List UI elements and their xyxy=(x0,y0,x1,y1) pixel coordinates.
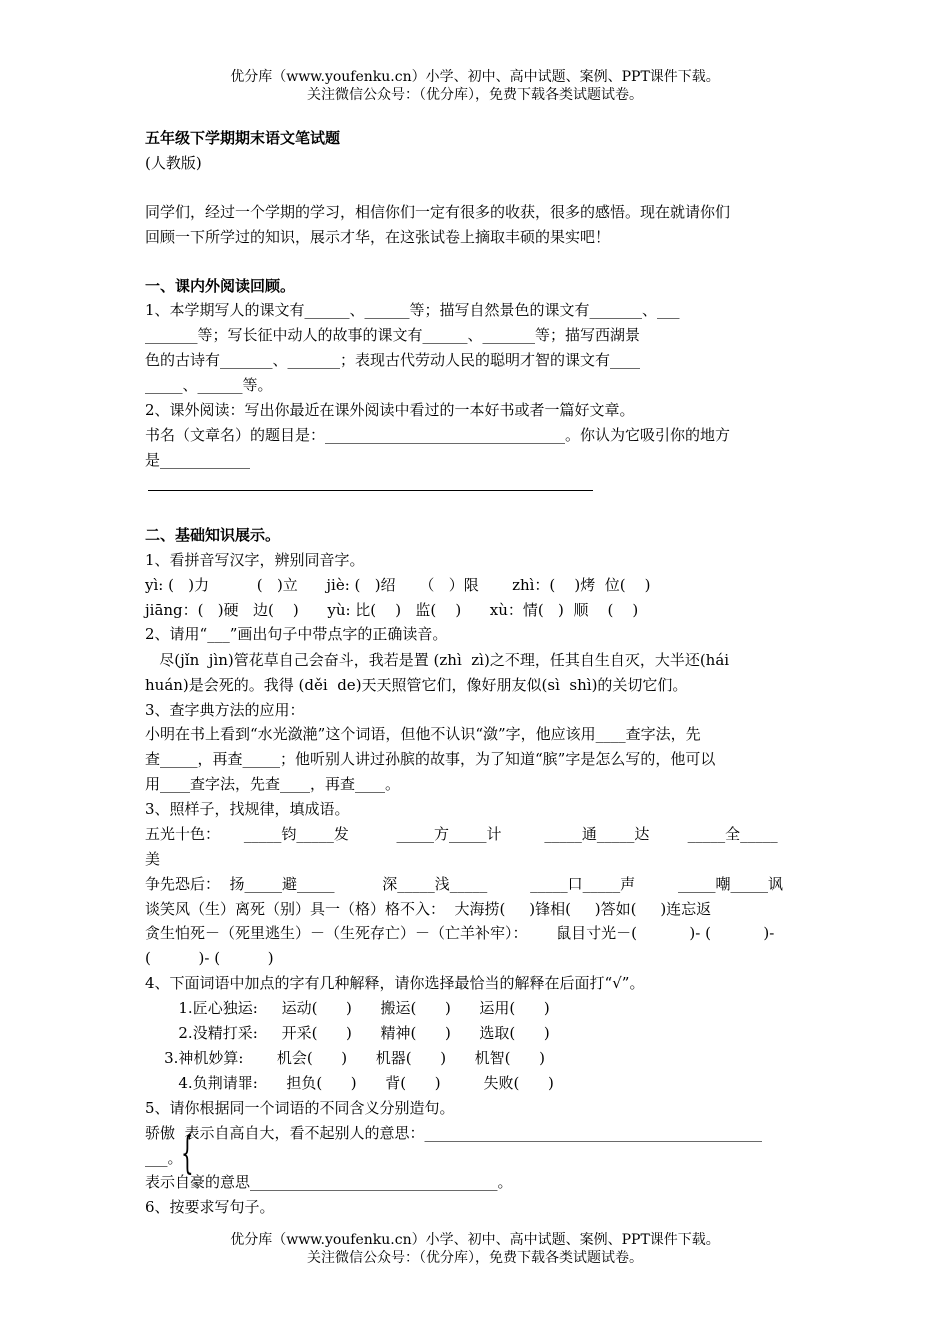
section2-line: 1、看拼音写汉字，辨别同音字。 xyxy=(145,551,365,569)
section1-line: 书名（文章名）的题目是：________________________________。你认为它吸引你的地方 xyxy=(145,426,731,444)
section2-line: 2.没精打采: 开采( ) 精神( ) 选取( ) xyxy=(145,1024,550,1042)
section2-line: 2、请用“___”画出句子中带点字的正确读音。 xyxy=(145,625,448,643)
section2-line: jiāng：( )硬 边( ) yù: 比( ) 监( ) xù：情( ) 顺 ( ) xyxy=(145,601,639,619)
section2-line: 尽(jǐn jìn)管花草自己会奋斗，我若是置 (zhì zì)之不理，任其自生自灭，大半还(hái xyxy=(145,651,730,669)
page-header-line-2: 关注微信公众号：（优分库），免费下载各类试题试卷。 xyxy=(307,87,643,103)
page-footer-line-2: 关注微信公众号：（优分库），免费下载各类试题试卷。 xyxy=(307,1250,643,1266)
section2-line: 五光十色： _____钧_____发 _____方_____计 _____通_____达 _____全_____ xyxy=(145,825,778,843)
brace-symbol: { xyxy=(181,1128,194,1179)
section1-heading: 一、课内外阅读回顾。 xyxy=(145,277,296,295)
section2-line: ___。 xyxy=(145,1149,183,1167)
section2-line: ( )- ( ) xyxy=(145,949,274,967)
page-footer-line-1: 优分库（www.youfenku.cn）小学、初中、高中试题、案例、PPT课件下载。 xyxy=(230,1232,720,1248)
intro-line: 回顾一下所学过的知识，展示才华，在这张试卷上摘取丰硕的果实吧！ xyxy=(145,228,611,246)
section2-line: 骄傲 表示自高自大，看不起别人的意思：_____________________________________________ xyxy=(145,1124,763,1142)
section2-line: 4.负荆请罪: 担负( ) 背( ) 失败( ) xyxy=(145,1074,554,1092)
section2-line: 贪生怕死－（死里逃生）－（生死存亡）－（亡羊补牢）： 鼠目寸光－( )- ( )- xyxy=(145,924,775,942)
section2-line: huán)是会死的。我得 (děi de)天天照管它们，像好朋友似(sì shì)的关切它们。 xyxy=(145,676,688,694)
intro-line: 同学们，经过一个学期的学习，相信你们一定有很多的收获，很多的感悟。现在就请你们 xyxy=(145,203,731,221)
section2-line: 美 xyxy=(145,850,161,868)
section2-line: 3、查字典方法的应用： xyxy=(145,701,305,719)
exam-title: 五年级下学期期末语文笔试题 xyxy=(145,129,341,147)
section2-line: 4、下面词语中加点的字有几种解释，请你选择最恰当的解释在后面打“√”。 xyxy=(145,974,645,992)
section1-line: 2、课外阅读：写出你最近在课外阅读中看过的一本好书或者一篇好文章。 xyxy=(145,401,635,419)
section2-line: 谈笑风（生）离死（别）具一（格）格不入： 大海捞( )锋相( )答如( )连忘返 xyxy=(145,900,712,918)
section2-line: 3、照样子，找规律，填成语。 xyxy=(145,800,350,818)
section2-line: 表示自豪的意思_________________________________。 xyxy=(145,1173,513,1191)
section2-line: 用____查字法，先查____，再查____。 xyxy=(145,775,401,793)
section2-line: yì: ( )力 ( )立 jiè: ( )绍 （ ）限 zhì：( )烤 位( ) xyxy=(145,576,651,594)
section2-line: 5、请你根据同一个词语的不同含义分别造句。 xyxy=(145,1099,455,1117)
section2-line: 6、按要求写句子。 xyxy=(145,1198,275,1216)
page-header-line-1: 优分库（www.youfenku.cn）小学、初中、高中试题、案例、PPT课件下载。 xyxy=(230,69,720,85)
exam-subtitle: (人教版) xyxy=(145,154,202,172)
section1-line: 色的古诗有_______、_______；表现古代劳动人民的聪明才智的课文有____ xyxy=(145,351,641,369)
section2-line: 查_____，再查_____；他听别人讲过孙膑的故事，为了知道“膑”字是怎么写的，他可以 xyxy=(145,750,716,768)
section1-line: _____、______等。 xyxy=(145,376,273,394)
section2-line: 争先恐后： 扬_____避_____ 深_____浅_____ _____口_____声 _____嘲_____讽 xyxy=(145,875,784,893)
section1-line: _______等；写长征中动人的故事的课文有______、_______等；描写西湖景 xyxy=(145,326,641,344)
answer-line[interactable] xyxy=(148,490,593,491)
section2-line: 小明在书上看到“水光潋滟”这个词语，但他不认识“潋”字，他应该用____查字法，先 xyxy=(145,725,701,743)
section2-heading: 二、基础知识展示。 xyxy=(145,526,281,544)
section1-line: 1、本学期写人的课文有______、______等；描写自然景色的课文有_______、___ xyxy=(145,301,680,319)
section2-line: 1.匠心独运: 运动( ) 搬运( ) 运用( ) xyxy=(145,999,550,1017)
section1-line: 是____________ xyxy=(145,451,251,469)
section2-line: 3.神机妙算: 机会( ) 机器( ) 机智( ) xyxy=(145,1049,545,1067)
